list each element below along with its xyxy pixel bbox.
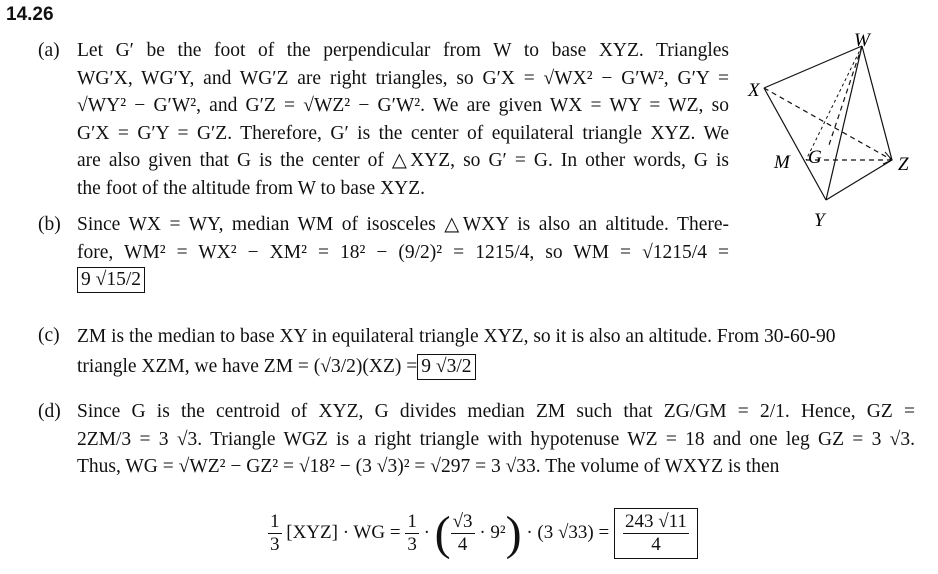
part-a-line: WG′X, WG′Y, and WG′Z are right triangles, so G′X = √WX² − G′W², G′Y = xyxy=(77,67,729,89)
problem-number: 14.26 xyxy=(6,4,54,25)
part-b-label: (b) xyxy=(38,214,61,235)
answer-box-b: 9 √15/2 xyxy=(77,267,145,293)
frac-one-third-num-2: 1 xyxy=(407,511,417,532)
frac-one-third-den: 3 xyxy=(270,534,280,555)
answer-num: 243 √11 xyxy=(624,511,687,532)
part-a-line: the foot of the altitude from W to base XYZ. xyxy=(77,177,426,199)
part-d-line: 2ZM/3 = 3 √3. Triangle WGZ is a right triangle with hypotenuse WZ = 18 and one leg GZ = 3 √3. xyxy=(77,428,915,450)
part-b-line: Since WX = WY, median WM of isosceles △WXY is also an altitude. There- xyxy=(77,214,729,235)
label-w: W xyxy=(854,30,870,51)
answer-box-d xyxy=(614,508,698,559)
volume-equation: $\frac{1}{3}$ [XYZ] · WG = $\frac{1}{3}$ · ( $\frac{√3}{4}$ · 9²) · (3 √33) = $\frac{243 √11}{4}$ xyxy=(268,506,698,561)
part-d-line: Since G is the centroid of XYZ, G divides median ZM such that ZG/GM = 2/1. Hence, GZ = xyxy=(77,401,915,422)
frac-one-third-den-2: 3 xyxy=(407,534,417,555)
tetrahedron-figure xyxy=(742,30,922,230)
label-g: G xyxy=(808,147,822,168)
part-a-line: Let G′ be the foot of the perpendicular from W to base XYZ. Triangles xyxy=(77,40,729,61)
answer-box-c: 9 √3/2 xyxy=(417,354,475,380)
part-c-line: ZM is the median to base XY in equilateral triangle XYZ, so it is also an altitude. From 30-60-90 xyxy=(77,326,836,347)
part-d-line: Thus, WG = √WZ² − GZ² = √18² − (3 √3)² = √297 = 3 √33. The volume of WXYZ is then xyxy=(77,456,780,477)
label-m: M xyxy=(774,152,790,173)
eq-tail: · (3 √33) = xyxy=(526,521,610,543)
label-x: X xyxy=(748,80,760,101)
answer-den: 4 xyxy=(651,534,661,555)
part-c-line: triangle XZM, we have ZM = (√3/2)(XZ) = xyxy=(77,356,418,377)
part-a-label: (a) xyxy=(38,40,60,61)
part-b-line: fore, WM² = WX² − XM² = 18² − (9/2)² = 1215/4, so WM = √1215/4 = xyxy=(77,241,729,263)
frac-sqrt3-num: √3 xyxy=(452,511,473,532)
eq-nine-squared: · 9² xyxy=(479,521,506,543)
label-y: Y xyxy=(814,210,825,230)
part-a-line: are also given that G is the center of △XYZ, so G′ = G. In other words, G is xyxy=(77,150,729,171)
part-c-label: (c) xyxy=(38,325,60,346)
frac-sqrt3-den: 4 xyxy=(457,534,468,555)
label-z: Z xyxy=(898,154,909,175)
eq-text-mid: [XYZ] · WG = xyxy=(286,521,401,543)
part-a-line: √WY² − G′W², and G′Z = √WZ² − G′W². We are given WX = WY = WZ, so xyxy=(77,95,729,116)
frac-one-third-num: 1 xyxy=(270,511,280,532)
part-d-label: (d) xyxy=(38,401,61,422)
part-a-line: G′X = G′Y = G′Z. Therefore, G′ is the center of equilateral triangle XYZ. We xyxy=(77,122,729,144)
eq-dot: · xyxy=(423,521,430,543)
